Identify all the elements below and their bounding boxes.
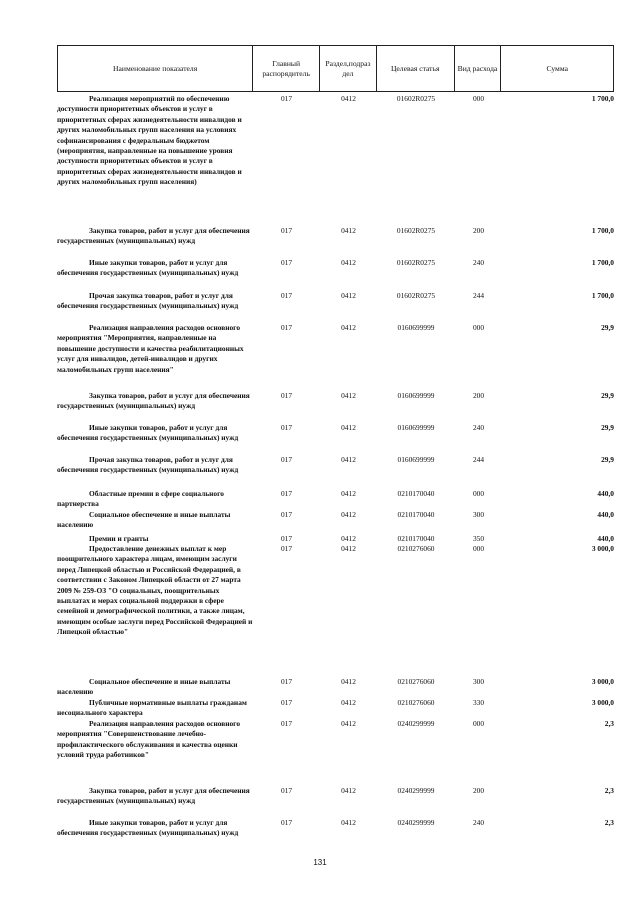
row-summa: 440,0 (597, 510, 614, 519)
row-razdel: 0412 (341, 258, 356, 267)
row-vid: 244 (472, 291, 485, 300)
row-glav: 017 (280, 391, 293, 400)
row-name: Социальное обеспечение и иные выплаты населению (57, 510, 231, 530)
row-tsel: 01602R0275 (396, 258, 436, 267)
row-razdel: 0412 (341, 544, 356, 553)
row-tsel: 0210170040 (397, 489, 435, 498)
row-summa: 29,9 (601, 391, 614, 400)
row-tsel: 0240299999 (397, 818, 435, 827)
row-tsel: 0210276060 (397, 698, 435, 707)
row-summa: 3 000,0 (591, 677, 614, 686)
row-razdel: 0412 (341, 323, 356, 332)
row-vid: 200 (472, 226, 485, 235)
row-name: Реализация мероприятий по обеспечению доступности приоритетных объектов и услуг в приоритетных сферах жизнедеятельности инвалидов и других маломобильных групп населения на условиях софинансирования с федеральным бюджетом (мероприятия, направленные на повышение уровня доступности приоритетных объектов и услуг в приоритетных сферах жизнедеятельности инвалидов и других маломобильных групп населения) (57, 94, 242, 187)
row-tsel: 01602R0275 (396, 94, 436, 103)
header-vid: Вид расхода (455, 46, 502, 91)
row-vid: 240 (472, 423, 485, 432)
row-summa: 440,0 (597, 534, 614, 543)
row-glav: 017 (280, 510, 293, 519)
row-name: Предоставление денежных выплат к мер поощрительного характера лицам, имеющим заслуги перед Липецкой областью и Российской Федерацией, в соответствии с Законом Липецкой области от 27 марта 2009 № 259-ОЗ "О социальных, поощрительных выплатах и мерах социальной поддержки в сфере семейной и демографической политики, а также лицам, имеющим особые заслуги перед Российской Федерацией и Липецкой областью" (57, 544, 253, 637)
row-razdel: 0412 (341, 291, 356, 300)
row-summa: 3 000,0 (591, 544, 614, 553)
row-vid: 330 (472, 698, 485, 707)
header-name: Наименование показателя (58, 46, 253, 91)
row-razdel: 0412 (341, 94, 356, 103)
row-glav: 017 (280, 258, 293, 267)
header-glav: Главный распорядитель (253, 46, 320, 91)
row-summa: 2,3 (604, 719, 614, 728)
row-razdel: 0412 (341, 534, 356, 543)
row-tsel: 0210170040 (397, 534, 435, 543)
row-tsel: 0210276060 (397, 544, 435, 553)
row-name: Областные премии в сфере социального партнерства (57, 489, 224, 509)
row-vid: 300 (472, 677, 485, 686)
header-tsel: Целевая статья (377, 46, 455, 91)
row-summa: 29,9 (601, 323, 614, 332)
header-summa: Сумма (546, 63, 568, 73)
row-glav: 017 (280, 489, 293, 498)
row-razdel: 0412 (341, 423, 356, 432)
row-name: Реализация направления расходов основного мероприятия "Совершенствование лечебно-профилактического обслуживания и качества оценки условий труда работников" (57, 719, 241, 760)
row-vid: 300 (472, 510, 485, 519)
row-razdel: 0412 (341, 455, 356, 464)
row-summa: 440,0 (597, 489, 614, 498)
row-razdel: 0412 (341, 786, 356, 795)
row-vid: 200 (472, 391, 485, 400)
row-tsel: 0160699999 (397, 323, 435, 332)
row-tsel: 01602R0275 (396, 226, 436, 235)
page-number: 131 (313, 858, 327, 867)
row-tsel: 01602R0275 (396, 291, 436, 300)
row-glav: 017 (280, 544, 293, 553)
row-name: Премии и гранты (89, 534, 149, 543)
row-name: Публичные нормативные выплаты гражданам несоциального характера (57, 698, 247, 718)
row-summa: 3 000,0 (591, 698, 614, 707)
row-vid: 240 (472, 818, 485, 827)
row-summa: 2,3 (604, 786, 614, 795)
row-glav: 017 (280, 455, 293, 464)
row-name: Социальное обеспечение и иные выплаты населению (57, 677, 231, 697)
row-name: Закупка товаров, работ и услуг для обеспечения государственных (муниципальных) нужд (57, 226, 250, 246)
header-razdel: Раздел,подраз дел (320, 46, 377, 91)
row-tsel: 0240299999 (397, 719, 435, 728)
row-vid: 240 (472, 258, 485, 267)
row-tsel: 0160699999 (397, 391, 435, 400)
row-summa: 1 700,0 (591, 291, 614, 300)
row-vid: 000 (472, 323, 485, 332)
row-razdel: 0412 (341, 719, 356, 728)
row-tsel: 0240299999 (397, 786, 435, 795)
row-vid: 200 (472, 786, 485, 795)
row-tsel: 0210276060 (397, 677, 435, 686)
row-glav: 017 (280, 534, 293, 543)
row-razdel: 0412 (341, 391, 356, 400)
row-summa: 1 700,0 (591, 94, 614, 103)
row-name: Прочая закупка товаров, работ и услуг для обеспечения государственных (муниципальных) нужд (57, 455, 239, 475)
row-vid: 000 (472, 544, 485, 553)
row-name: Прочая закупка товаров, работ и услуг для обеспечения государственных (муниципальных) нужд (57, 291, 239, 311)
row-name: Закупка товаров, работ и услуг для обеспечения государственных (муниципальных) нужд (57, 786, 250, 806)
row-vid: 000 (472, 94, 485, 103)
row-summa: 29,9 (601, 455, 614, 464)
row-razdel: 0412 (341, 698, 356, 707)
row-name: Реализация направления расходов основного мероприятия "Мероприятия, направленные на повышение доступности и качества реабилитационных услуг для инвалидов, детей-инвалидов и других маломобильных групп населения" (57, 323, 244, 374)
row-vid: 244 (472, 455, 485, 464)
row-glav: 017 (280, 423, 293, 432)
row-vid: 350 (472, 534, 485, 543)
row-vid: 000 (472, 719, 485, 728)
row-tsel: 0210170040 (397, 510, 435, 519)
row-summa: 1 700,0 (591, 258, 614, 267)
row-glav: 017 (280, 719, 293, 728)
row-glav: 017 (280, 818, 293, 827)
row-razdel: 0412 (341, 226, 356, 235)
row-glav: 017 (280, 786, 293, 795)
row-razdel: 0412 (341, 510, 356, 519)
row-name: Иные закупки товаров, работ и услуг для обеспечения государственных (муниципальных) нужд (57, 423, 239, 443)
row-summa: 2,3 (604, 818, 614, 827)
table-header (57, 45, 614, 92)
row-glav: 017 (280, 323, 293, 332)
row-vid: 000 (472, 489, 485, 498)
row-glav: 017 (280, 226, 293, 235)
row-razdel: 0412 (341, 489, 356, 498)
row-name: Закупка товаров, работ и услуг для обеспечения государственных (муниципальных) нужд (57, 391, 250, 411)
row-name: Иные закупки товаров, работ и услуг для обеспечения государственных (муниципальных) нужд (57, 258, 239, 278)
row-glav: 017 (280, 291, 293, 300)
row-tsel: 0160699999 (397, 455, 435, 464)
row-glav: 017 (280, 94, 293, 103)
row-summa: 1 700,0 (591, 226, 614, 235)
row-glav: 017 (280, 677, 293, 686)
row-tsel: 0160699999 (397, 423, 435, 432)
row-razdel: 0412 (341, 677, 356, 686)
row-razdel: 0412 (341, 818, 356, 827)
row-summa: 29,9 (601, 423, 614, 432)
row-glav: 017 (280, 698, 293, 707)
row-name: Иные закупки товаров, работ и услуг для обеспечения государственных (муниципальных) нужд (57, 818, 239, 838)
